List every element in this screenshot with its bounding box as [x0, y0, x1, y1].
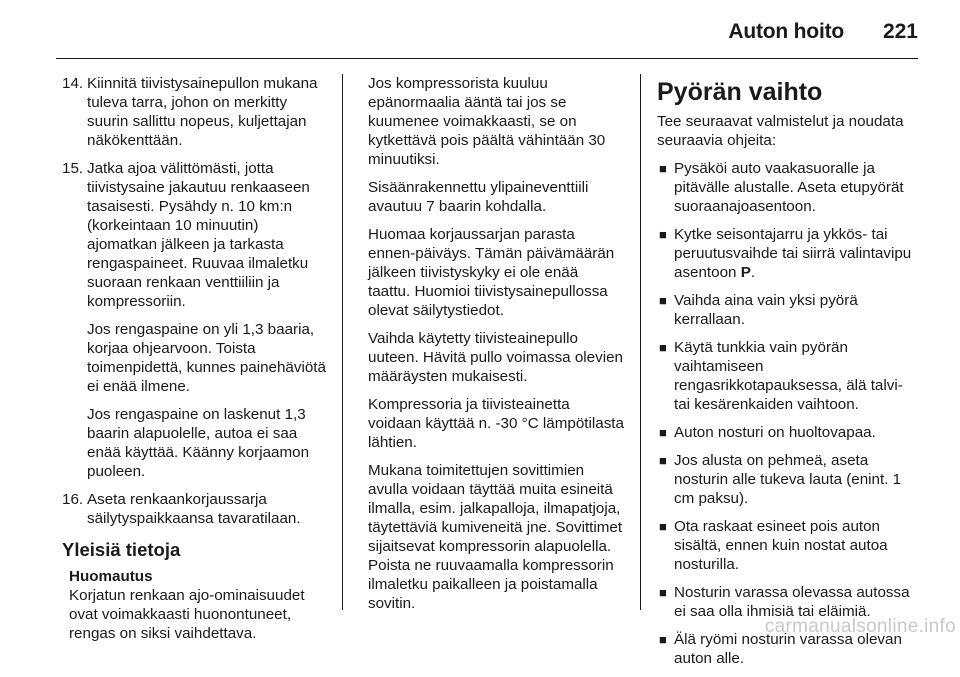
watermark-text: carmanualsonline.info — [764, 616, 956, 637]
gear-position-label: P — [740, 264, 751, 281]
list-item — [657, 225, 921, 282]
section-heading-wheel-change: Pyörän vaihto — [657, 78, 823, 106]
bullet-icon: ■ — [659, 519, 667, 534]
list-item — [657, 291, 921, 329]
list-item-text: Älä ryömi nosturin varassa olevan auton alle. — [674, 631, 902, 667]
bullet-icon: ■ — [659, 293, 667, 308]
step-15 — [62, 159, 330, 311]
list-item-text: Pysäköi auto vaakasuoralle ja pitävälle alustalle. Aseta etupyörät suoraanajoasentoon. — [674, 160, 904, 215]
paragraph: Kompressoria ja tiivisteainetta voidaan käyttää n. -30 °C lämpötilasta lähtien. — [368, 396, 624, 451]
column-divider-1 — [342, 74, 343, 610]
bullet-icon: ■ — [659, 227, 667, 242]
list-item — [657, 451, 921, 508]
list-item — [657, 517, 921, 574]
list-item-text: Auton nosturi on huoltovapaa. — [674, 424, 876, 441]
list-item-text: Jos alusta on pehmeä, aseta nosturin alle tukeva lauta (enint. 1 cm paksu). — [674, 452, 902, 507]
bullet-icon: ■ — [659, 340, 667, 355]
page-title: Auton hoito — [728, 20, 844, 43]
paragraph: Sisäänrakennettu ylipaineventtiili avautuu 7 baarin kohdalla. — [368, 179, 589, 215]
header-divider — [56, 58, 918, 59]
bullet-icon: ■ — [659, 585, 667, 600]
bullet-icon: ■ — [659, 425, 667, 440]
note-title: Huomautus — [69, 568, 153, 585]
list-item-text: Vaihda aina vain yksi pyörä kerrallaan. — [674, 292, 858, 328]
step-text: Jatka ajoa välittömästi, jotta tiivistysaine jakautuu renkaaseen tasaisesti. Pysähdy n. 10 km:n (korkeintaan 10 minuutin) ajomatkan jälkeen ja tarkasta rengaspaineet. Ruuvaa ilmaletku suoraan renkaan venttiiliin ja kompressoriin. — [87, 160, 310, 310]
list-item-text: Käytä tunkkia vain pyörän vaihtamiseen rengasrikkotapauksessa, älä talvi- tai kesärenkaiden vaihtoon. — [674, 339, 903, 413]
step-number: 14. — [62, 75, 84, 92]
column-divider-2 — [640, 74, 641, 610]
step-number: 15. — [62, 160, 84, 177]
column-middle — [368, 74, 624, 622]
note-block — [62, 567, 330, 643]
page-number: 221 — [882, 20, 918, 43]
bullet-icon: ■ — [659, 161, 667, 176]
list-item-text: Kytke seisontajarru ja ykkös- tai peruutusvaihde tai siirrä valintavipu asentoon — [674, 226, 912, 281]
step-15-paragraph-2: Jos rengaspaine on laskenut 1,3 baarin alapuolelle, autoa ei saa enää käyttää. Käänny korjaamon puoleen. — [87, 406, 310, 480]
step-number: 16. — [62, 491, 84, 508]
bullet-icon: ■ — [659, 632, 667, 647]
page-header — [0, 0, 960, 58]
list-item-text: Nosturin varassa olevassa autossa ei saa olla ihmisiä tai eläimiä. — [674, 584, 910, 620]
intro-text: Tee seuraavat valmistelut ja noudata seuraavia ohjeita: — [657, 113, 904, 149]
step-16 — [62, 490, 330, 528]
list-item-text: Ota raskaat esineet pois auton sisältä, ennen kuin nostat autoa nosturilla. — [674, 518, 888, 573]
step-14 — [62, 74, 330, 150]
list-item-text-end: . — [750, 264, 756, 281]
list-item — [657, 423, 921, 442]
bullet-icon: ■ — [659, 453, 667, 468]
paragraph: Vaihda käytetty tiivisteainepullo uuteen. Hävitä pullo voimassa olevien määräysten mukaisesti. — [368, 330, 623, 385]
list-item — [657, 159, 921, 216]
step-text: Kiinnitä tiivistysainepullon mukana tuleva tarra, johon on merkitty suurin sallittu nopeus, kuljettajan näkökenttään. — [87, 75, 318, 149]
note-text: Korjatun renkaan ajo-ominaisuudet ovat voimakkaasti huonontuneet, rengas on siksi vaihdettava. — [69, 587, 305, 642]
paragraph: Mukana toimitettujen sovittimien avulla voidaan täyttää muita esineitä ilmalla, esim. jalkapalloja, ilmapatjoja, täytettäviä kumiveneitä jne. Sovittimet sijaitsevat kompressorin alapuolella. Poista ne ruuvaamalla kompressorin ilmaletku paikalleen ja poistamalla sovitin. — [368, 462, 623, 612]
paragraph: Huomaa korjaussarjan parasta ennen-päiväys. Tämän päivämäärän jälkeen tiivistyskyky ei ole enää taattu. Huomioi tiivistysainepullossa olevat säilytystiedot. — [368, 226, 615, 319]
list-item — [657, 338, 921, 414]
bullet-list — [657, 159, 921, 668]
section-heading-general: Yleisiä tietoja — [62, 539, 181, 560]
step-text: Aseta renkaankorjaussarja säilytyspaikkaansa tavaratilaan. — [87, 491, 301, 527]
paragraph: Jos kompressorista kuuluu epänormaalia ääntä tai jos se kuumenee voimakkaasti, se on kytkettävä pois päältä vähintään 30 minuutiksi. — [368, 75, 606, 168]
column-right — [657, 74, 921, 677]
column-left — [62, 74, 330, 652]
step-15-paragraph-1: Jos rengaspaine on yli 1,3 baaria, korjaa ohjearvoon. Toista toimenpidettä, kunnes painehäviötä ei enää ilmene. — [87, 321, 326, 395]
